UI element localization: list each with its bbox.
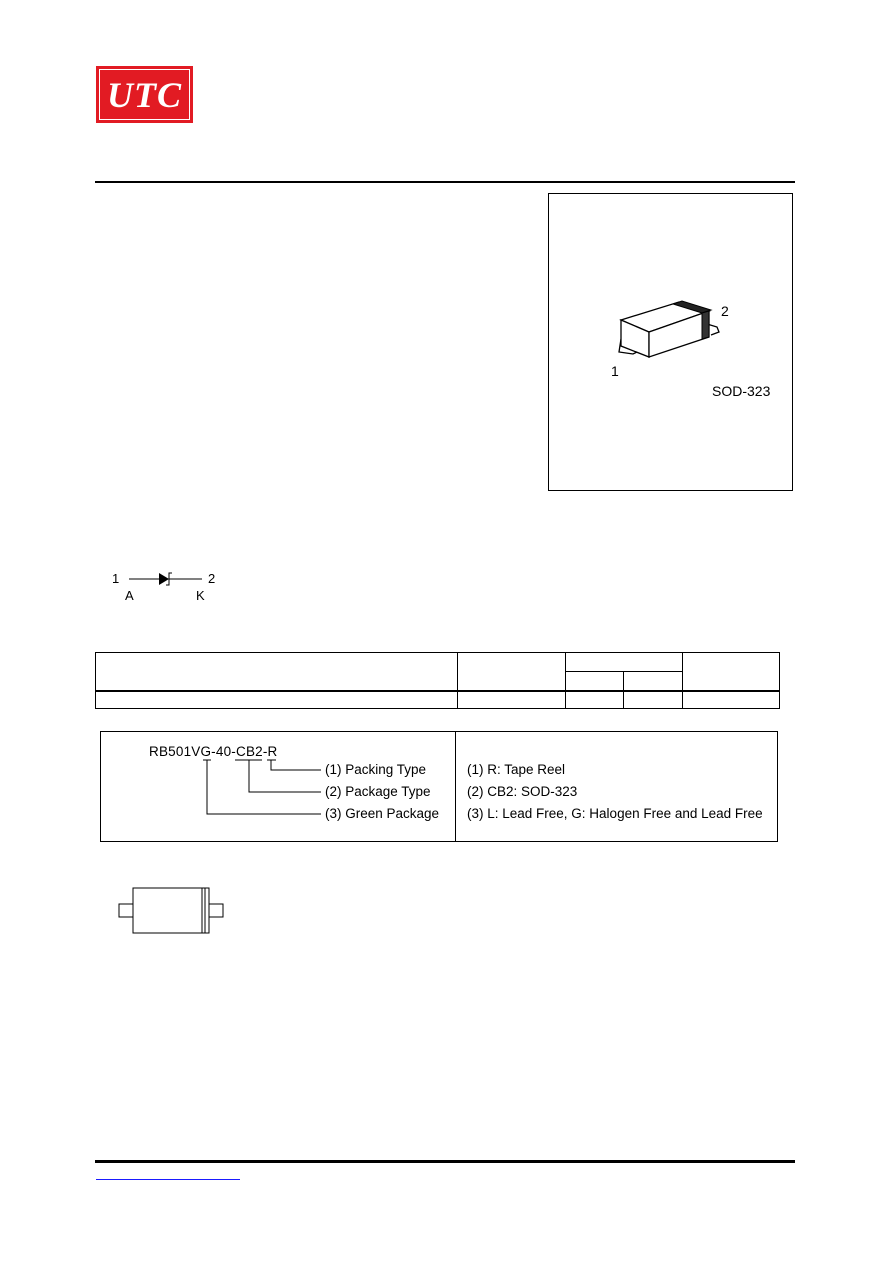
schottky-symbol: [110, 570, 230, 606]
footer-rule: [95, 1160, 795, 1163]
header-rule: [95, 181, 795, 183]
footer-website-link[interactable]: [96, 1179, 240, 1180]
legend-packing-type: (1) Packing Type: [325, 762, 427, 777]
legend-divider: [455, 732, 456, 841]
symbol-pin1-number: 1: [112, 571, 120, 586]
ordering-info-table: [95, 652, 780, 709]
table-divider: [565, 671, 682, 672]
package-name: SOD-323: [712, 383, 771, 399]
desc-packing-type: (1) R: Tape Reel: [467, 762, 566, 777]
desc-package-type: (2) CB2: SOD-323: [467, 784, 578, 799]
part-number-code: RB501VG-40-CB2-R: [149, 744, 278, 759]
legend-green-package: (3) Green Package: [325, 806, 440, 821]
anode-label: A: [125, 588, 134, 603]
pin2-label: 2: [721, 303, 729, 319]
cathode-label: K: [196, 588, 205, 603]
table-divider: [457, 653, 458, 708]
marking-diagram: [118, 887, 228, 937]
logo-text: UTC: [107, 74, 182, 115]
diode-glyph-icon: [110, 570, 230, 590]
desc-green-package: (3) L: Lead Free, G: Halogen Free and Lead Free: [467, 806, 763, 821]
part-number-legend-box: [100, 731, 778, 842]
utc-logo: [96, 66, 193, 123]
table-divider: [682, 653, 683, 708]
pin1-label: 1: [611, 363, 619, 379]
sod323-package-drawing: [549, 194, 792, 490]
symbol-pin2-number: 2: [208, 571, 216, 586]
legend-package-type: (2) Package Type: [325, 784, 431, 799]
package-outline-box: [548, 193, 793, 491]
table-divider: [565, 653, 566, 708]
table-header-rule: [96, 690, 779, 692]
